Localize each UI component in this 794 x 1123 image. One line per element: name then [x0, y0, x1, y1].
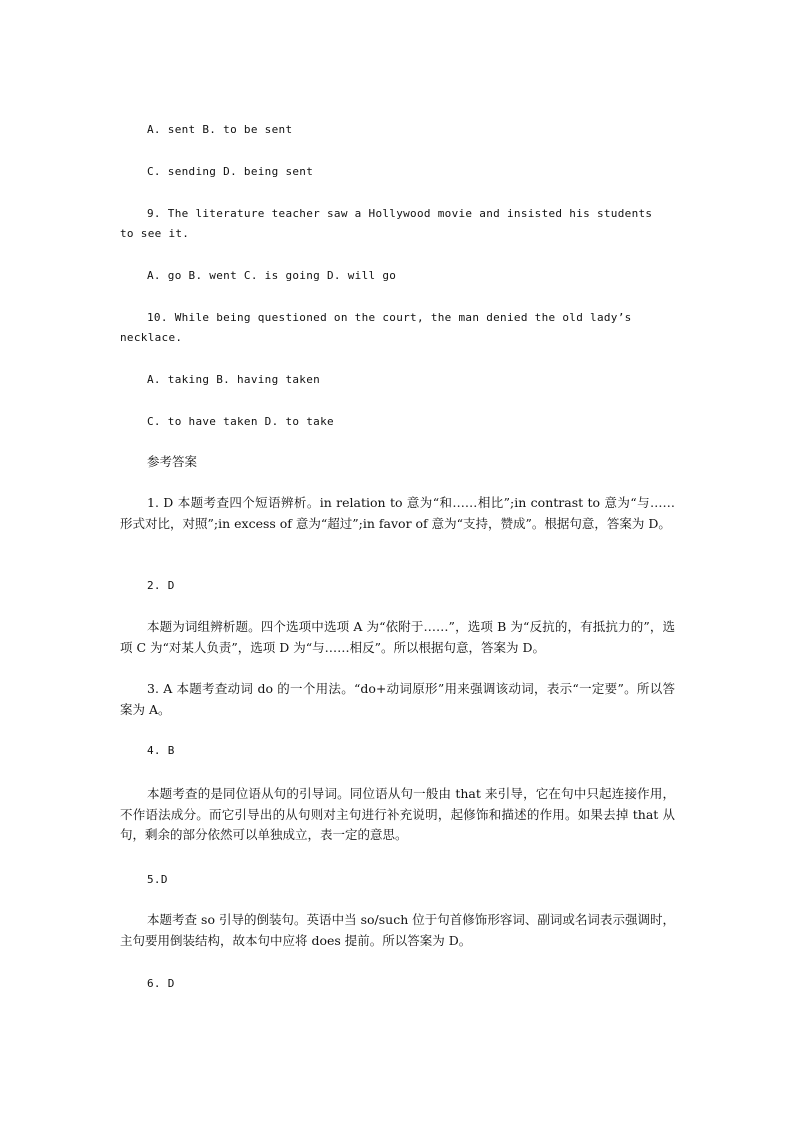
- answer-1: 1. D 本题考查四个短语辨析。in relation to 意为“和……相比”;in contrast to 意为“与……形式对比，对照”;in excess of 意为“超过”;in favor of 意为“支持，赞成”。根据句意，答案为 D。: [120, 495, 675, 531]
- q10-options-cd: C. to have taken D. to take: [147, 415, 334, 428]
- q10-line-1: 10. While being questioned on the court, the man denied the old lady’s: [147, 311, 632, 324]
- question-10: [120, 308, 675, 348]
- answer-5-label: 5.D: [147, 873, 168, 886]
- question-9: [120, 204, 675, 244]
- answers-heading: 参考答案: [147, 454, 198, 469]
- q9-options: A. go B. went C. is going D. will go: [147, 269, 397, 282]
- q10-options-ab: A. taking B. having taken: [147, 373, 321, 386]
- answer-4-label: 4. B: [147, 744, 175, 757]
- q8-options-cd: C. sending D. being sent: [147, 165, 314, 178]
- answer-2-label: 2. D: [147, 579, 175, 592]
- q9-line-2: to see it.: [120, 227, 190, 240]
- answer-6-label: 6. D: [147, 977, 175, 990]
- q9-line-1: 9. The literature teacher saw a Hollywood movie and insisted his students: [147, 207, 653, 220]
- answer-4-text: 本题考查的是同位语从句的引导词。同位语从句一般由 that 来引导，它在句中只起连接作用，不作语法成分。而它引导出的从句则对主句进行补充说明，起修饰和描述的作用。如果去掉 that 从句，剩余的部分依然可以单独成立，表一定的意思。: [120, 786, 675, 842]
- answer-2-text: 本题为词组辨析题。四个选项中选项 A 为“依附于……”，选项 B 为“反抗的，有抵抗力的”，选项 C 为“对某人负责”，选项 D 为“与……相反”。所以根据句意，答案为 D。: [120, 619, 675, 655]
- answer-5-text: 本题考查 so 引导的倒装句。英语中当 so/such 位于句首修饰形容词、副词或名词表示强调时，主句要用倒装结构，故本句中应将 does 提前。所以答案为 D。: [120, 912, 675, 948]
- answer-3: 3. A 本题考查动词 do 的一个用法。“do+动词原形”用来强调该动词，表示“一定要”。所以答案为 A。: [120, 681, 675, 717]
- q10-line-2: necklace.: [120, 331, 183, 344]
- q8-options-ab: A. sent B. to be sent: [147, 123, 293, 136]
